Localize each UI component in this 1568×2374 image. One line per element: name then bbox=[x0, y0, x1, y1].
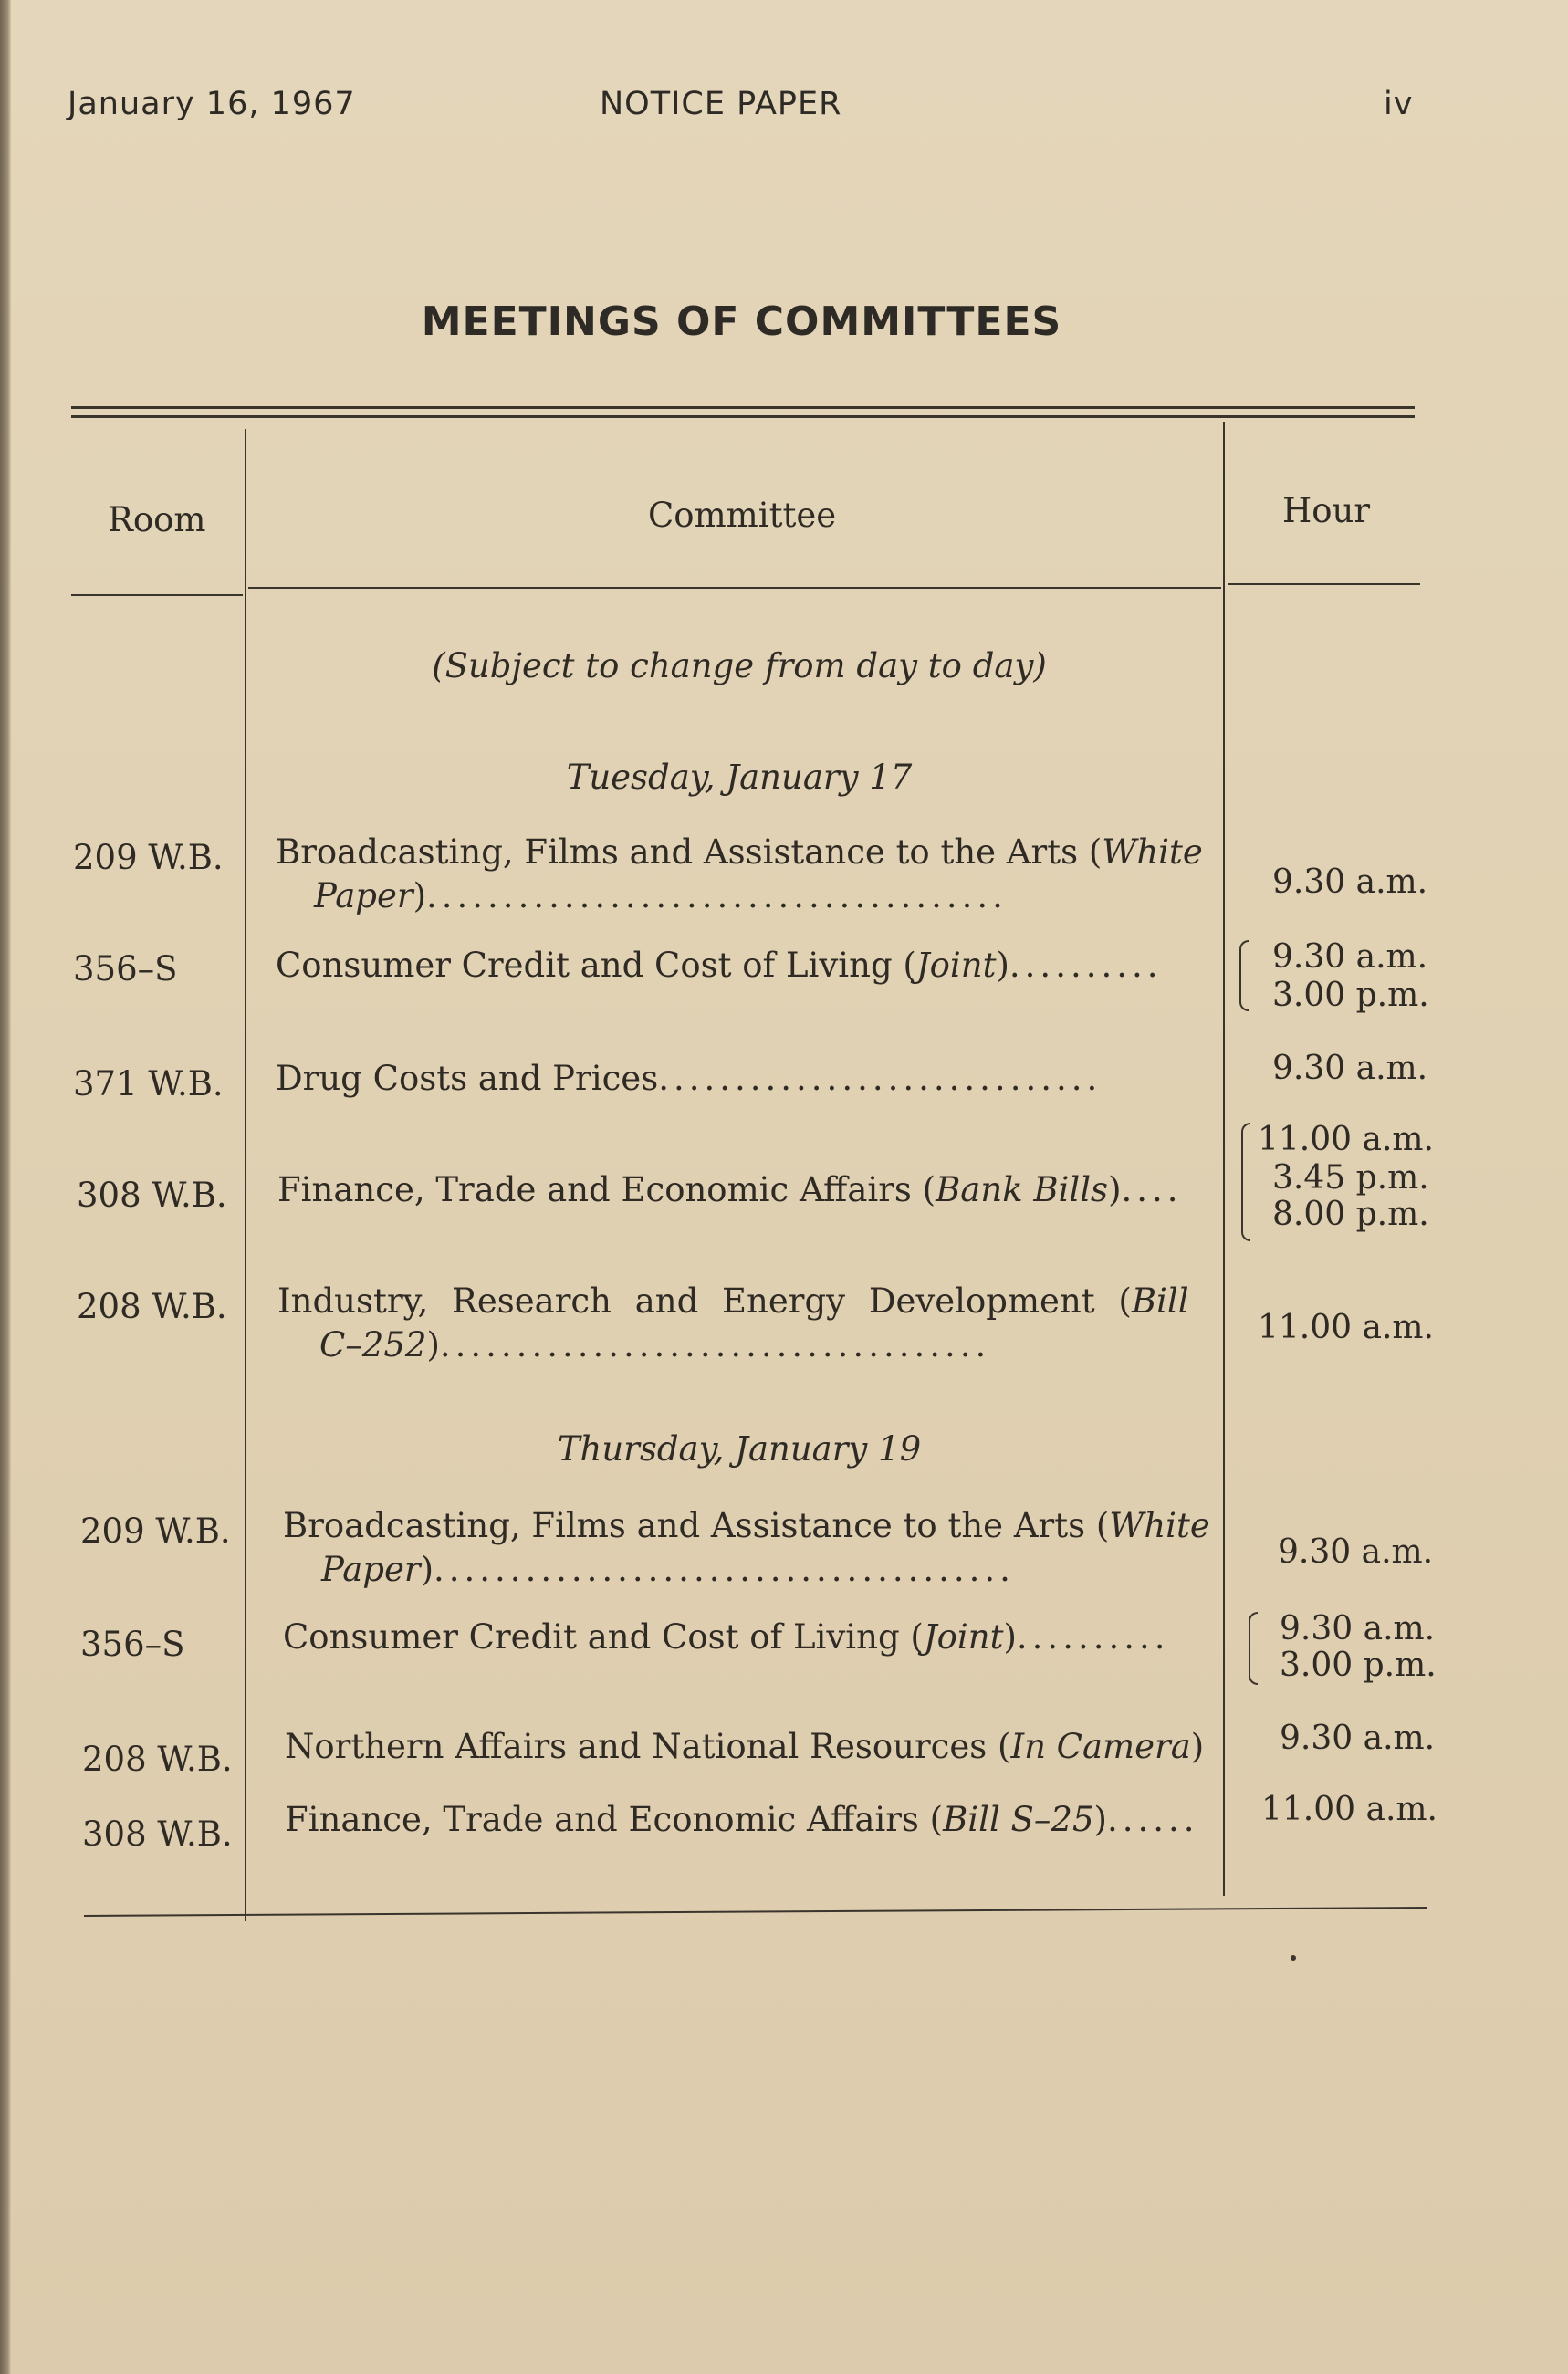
day-heading-tuesday: Tuesday, January 17 bbox=[566, 758, 913, 797]
room-tue-2: 356–S bbox=[73, 949, 178, 988]
room-tue-5: 208 W.B. bbox=[77, 1287, 227, 1326]
table-top-rule-1 bbox=[71, 406, 1415, 409]
hour-tue-5: 11.00 a.m. bbox=[1258, 1309, 1434, 1346]
column-divider-right bbox=[1223, 422, 1225, 1896]
hour-tue-4b: 3.45 p.m. bbox=[1272, 1159, 1429, 1197]
committee-tue-1: Broadcasting, Films and Assistance to the Arts (White bbox=[276, 832, 1203, 872]
hour-tue-4c: 8.00 p.m. bbox=[1272, 1196, 1429, 1233]
hour-tue-1: 9.30 a.m. bbox=[1272, 863, 1428, 901]
hours-brace-tue-4 bbox=[1241, 1123, 1250, 1241]
room-thu-1: 209 W.B. bbox=[80, 1511, 231, 1551]
committee-thu-3: Northern Affairs and National Resources (In Camera) bbox=[285, 1727, 1205, 1766]
hour-tue-4a: 11.00 a.m. bbox=[1258, 1121, 1434, 1158]
room-tue-3: 371 W.B. bbox=[73, 1064, 224, 1103]
hour-tue-2a: 9.30 a.m. bbox=[1272, 938, 1428, 976]
hour-thu-2b: 3.00 p.m. bbox=[1280, 1647, 1437, 1684]
committee-tue-5-cont: C–252).................................... bbox=[319, 1325, 991, 1365]
committee-thu-1: Broadcasting, Films and Assistance to the Arts (White bbox=[283, 1506, 1210, 1545]
committee-tue-2: Consumer Credit and Cost of Living (Joint).......... bbox=[276, 946, 1163, 985]
column-divider-left bbox=[245, 429, 246, 1921]
binding-edge bbox=[0, 0, 11, 2374]
header-date: January 16, 1967 bbox=[68, 86, 356, 122]
room-tue-4: 308 W.B. bbox=[77, 1176, 227, 1215]
hour-tue-3: 9.30 a.m. bbox=[1272, 1050, 1428, 1087]
hours-brace-tue-2 bbox=[1239, 940, 1249, 1011]
hour-thu-1: 9.30 a.m. bbox=[1278, 1533, 1434, 1571]
committee-thu-2: Consumer Credit and Cost of Living (Joint).......... bbox=[283, 1617, 1170, 1657]
schedule-note: (Subject to change from day to day) bbox=[432, 646, 1047, 685]
hour-tue-2b: 3.00 p.m. bbox=[1272, 977, 1429, 1014]
committee-thu-4: Finance, Trade and Economic Affairs (Bill S–25)...... bbox=[285, 1800, 1199, 1839]
hour-thu-4: 11.00 a.m. bbox=[1261, 1791, 1437, 1828]
header-page-number: iv bbox=[1384, 86, 1414, 122]
column-header-committee: Committee bbox=[648, 496, 837, 535]
header-underline-committee bbox=[248, 587, 1221, 589]
day-heading-thursday: Thursday, January 19 bbox=[557, 1429, 922, 1469]
room-thu-4: 308 W.B. bbox=[82, 1814, 233, 1854]
committee-tue-4: Finance, Trade and Economic Affairs (Bank Bills).... bbox=[277, 1170, 1183, 1209]
room-thu-2: 356–S bbox=[80, 1625, 185, 1664]
committee-tue-3: Drug Costs and Prices............................. bbox=[276, 1059, 1103, 1098]
header-underline-hour bbox=[1228, 583, 1420, 585]
table-top-rule-2 bbox=[71, 415, 1415, 418]
column-header-room: Room bbox=[108, 500, 206, 539]
hours-brace-thu-2 bbox=[1249, 1612, 1258, 1685]
committee-tue-5: Industry, Research and Energy Development (Bill bbox=[277, 1281, 1189, 1321]
column-header-hour: Hour bbox=[1282, 491, 1371, 530]
header-underline-room bbox=[71, 594, 243, 596]
committee-thu-1-cont: Paper)...................................... bbox=[321, 1550, 1015, 1589]
committee-tue-1-cont: Paper)...................................... bbox=[314, 876, 1008, 915]
table-bottom-rule bbox=[84, 1907, 1427, 1917]
hour-thu-3: 9.30 a.m. bbox=[1280, 1720, 1436, 1757]
ink-speck bbox=[1291, 1955, 1296, 1961]
room-tue-1: 209 W.B. bbox=[73, 838, 224, 877]
header-section: NOTICE PAPER bbox=[600, 86, 842, 122]
page-title: MEETINGS OF COMMITTEES bbox=[421, 298, 1062, 345]
hour-thu-2a: 9.30 a.m. bbox=[1280, 1610, 1436, 1647]
room-thu-3: 208 W.B. bbox=[82, 1740, 233, 1779]
